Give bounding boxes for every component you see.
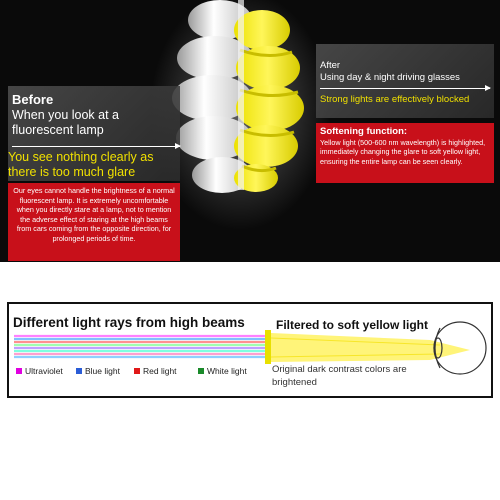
after-blocked-text: Strong lights are effectively blocked	[320, 94, 470, 105]
ultraviolet-swatch	[16, 368, 22, 374]
before-title: Before	[12, 92, 54, 107]
after-description: Using day & night driving glasses	[320, 72, 460, 83]
legend-item-red	[134, 366, 177, 378]
before-glare-text: You see nothing clearly as there is too much glare	[8, 150, 154, 179]
red-swatch	[134, 368, 140, 374]
legend-label: Blue light	[85, 366, 120, 376]
diagram-left-title: Different light rays from high beams	[13, 315, 245, 330]
before-description: When you look at a fluorescent lamp	[12, 108, 120, 137]
filtered-yellow-light	[271, 333, 470, 362]
after-title: After	[320, 60, 341, 71]
softening-title: Softening function:	[320, 126, 408, 137]
diagram-right-title: Filtered to soft yellow light	[276, 318, 429, 332]
after-arrow-rule	[320, 88, 490, 89]
after-caption-box	[316, 44, 494, 118]
legend-item-blue	[76, 366, 120, 378]
before-warning-box: Our eyes cannot handle the brightness of a normal fluorescent lamp. It is extremely uncomfortable when you directly stare at a lamp, not to mention the adverse effect of staring at the high beams from cars coming from the opposite direction, for prolonged periods of time.	[8, 183, 180, 261]
legend-item-ultraviolet	[16, 366, 63, 378]
white-swatch	[198, 368, 204, 374]
softening-body: Yellow light (500-600 nm wavelength) is highlighted, immediately changing the glare to soft yellow light, ensuring the entire lamp can be seen clearly.	[320, 138, 486, 166]
yellow-filter-lens	[265, 330, 271, 364]
before-arrow-rule	[12, 146, 180, 147]
legend-label: Red light	[143, 366, 177, 376]
legend-label: White light	[207, 366, 247, 376]
softening-box	[316, 123, 494, 183]
incoming-light-rays	[14, 336, 266, 357]
contrast-note: Original dark contrast colors are brightened	[272, 364, 407, 388]
legend-item-white	[198, 366, 247, 378]
legend-label: Ultraviolet	[25, 366, 63, 376]
blue-swatch	[76, 368, 82, 374]
